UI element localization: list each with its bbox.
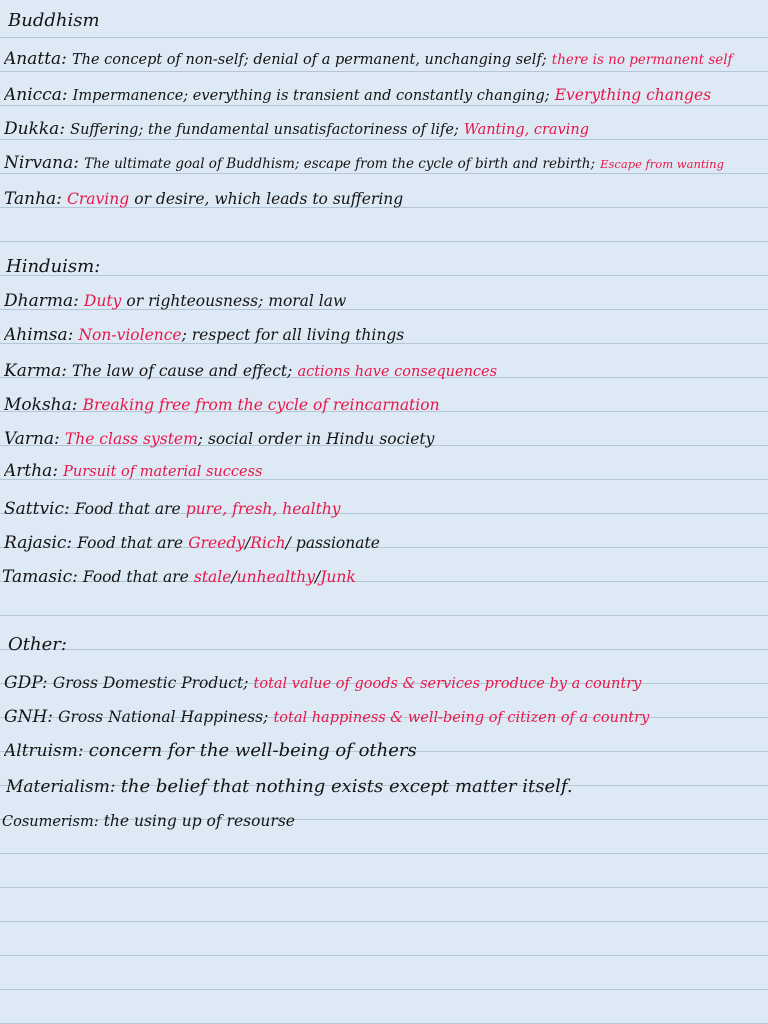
term: Artha:	[4, 461, 59, 481]
entry-karma	[4, 356, 768, 387]
term: GNH:	[4, 707, 54, 727]
entry-altruism	[4, 736, 768, 766]
note: Greedy	[188, 534, 246, 552]
note: actions have consequences	[297, 364, 498, 380]
separator: /	[314, 568, 321, 586]
definition: Gross Domestic Product;	[52, 674, 249, 692]
note: Escape from wanting	[600, 157, 724, 171]
entry-ahimsa	[4, 320, 768, 350]
definition: Food that are	[74, 500, 181, 518]
term: Anicca:	[4, 85, 68, 105]
buddhism-heading: Buddhism	[8, 10, 100, 31]
term: Tamasic:	[2, 567, 78, 587]
note: Wanting, craving	[463, 122, 589, 138]
term: Altruism:	[4, 741, 84, 761]
entry-artha	[4, 456, 768, 487]
definition: Suffering; the fundamental unsatisfactoriness of life;	[70, 122, 459, 138]
entry-anatta	[4, 44, 768, 75]
note: Pursuit of material success	[63, 464, 263, 480]
note: Duty	[83, 292, 122, 310]
note: Craving	[67, 190, 130, 208]
entry-dukka	[4, 114, 768, 145]
entry-varna	[4, 424, 768, 454]
term: Moksha:	[4, 395, 78, 415]
definition: or desire, which leads to suffering	[134, 190, 404, 208]
definition: The ultimate goal of Buddhism; escape from the cycle of birth and rebirth;	[84, 156, 596, 172]
term: Ahimsa:	[4, 325, 74, 345]
entry-gnh	[4, 702, 768, 733]
term: Anatta:	[4, 49, 67, 69]
definition: The concept of non-self; denial of a permanent, unchanging self;	[71, 52, 547, 68]
entry-tanha	[4, 184, 768, 214]
note: Breaking free from the cycle of reincarnation	[82, 396, 440, 414]
definition: The law of cause and effect;	[72, 362, 293, 380]
term: Tanha:	[4, 189, 62, 209]
term: Dukka:	[4, 119, 66, 139]
definition: Gross National Happiness;	[58, 708, 269, 726]
term: Materialism:	[6, 777, 116, 797]
term: Karma:	[4, 361, 67, 381]
entry-moksha	[4, 390, 768, 420]
entry-anicca	[4, 80, 768, 111]
note: Junk	[320, 568, 356, 586]
definition: concern for the well-being of others	[88, 740, 417, 761]
hinduism-heading: Hinduism:	[6, 256, 101, 277]
term: Nirvana:	[4, 153, 79, 173]
note: unhealthy	[236, 568, 315, 586]
term: Dharma:	[4, 291, 79, 311]
other-heading: Other:	[8, 634, 67, 655]
note: stale	[193, 568, 232, 586]
entry-materialism	[6, 772, 768, 802]
note: pure, fresh, healthy	[185, 500, 341, 518]
separator: /	[231, 568, 237, 586]
definition: or righteousness; moral law	[126, 292, 347, 310]
entry-consumerism	[2, 806, 768, 837]
term: Varna:	[4, 429, 60, 449]
note: The class system	[64, 430, 198, 448]
definition: Food that are	[77, 534, 184, 552]
note: Rich	[250, 534, 286, 552]
definition: the belief that nothing exists except matter itself.	[120, 776, 573, 797]
definition: passionate	[295, 534, 380, 552]
definition: ; respect for all living things	[181, 326, 405, 344]
note: there is no permanent self	[551, 52, 733, 68]
entry-dharma	[4, 286, 768, 316]
term: GDP:	[4, 673, 48, 693]
definition: Food that are	[82, 568, 189, 586]
note: total happiness & well-being of citizen of a country	[273, 710, 650, 726]
note: Non-violence	[78, 326, 182, 344]
entry-sattvic	[4, 494, 768, 524]
note: Everything changes	[554, 86, 712, 104]
entry-gdp	[4, 668, 768, 699]
entry-nirvana	[4, 148, 768, 179]
entry-rajasic	[4, 528, 768, 558]
definition: the using up of resourse	[103, 812, 295, 830]
separator: /	[245, 534, 251, 552]
term: Rajasic:	[4, 533, 73, 553]
entry-tamasic	[2, 562, 768, 592]
term: Cosumerism:	[2, 814, 99, 830]
note: total value of goods & services produce by a country	[253, 676, 642, 692]
term: Sattvic:	[4, 499, 70, 519]
definition: ; social order in Hindu society	[197, 430, 435, 448]
definition: Impermanence; everything is transient and constantly changing;	[72, 88, 550, 104]
separator: /	[285, 534, 291, 552]
